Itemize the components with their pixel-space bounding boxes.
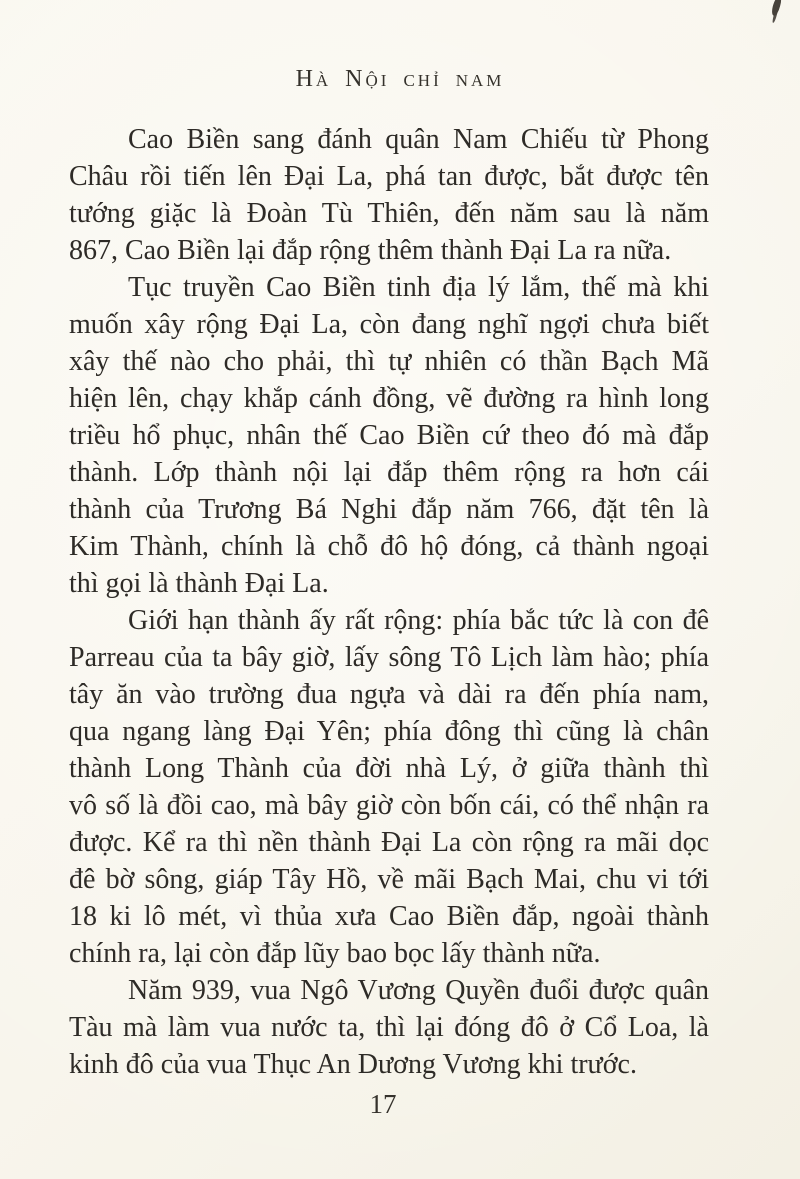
running-header: Hà Nội chỉ nam <box>295 66 505 92</box>
text-line: Cao Biền sang đánh quân Nam Chiếu từ Phong <box>128 124 709 155</box>
text-line: vô số là đồi cao, mà bây giờ còn bốn cái, có thể nhận ra <box>69 790 709 821</box>
text-line: tướng giặc là Đoàn Tù Thiên, đến năm sau là năm <box>69 198 709 229</box>
text-line: đê bờ sông, giáp Tây Hồ, về mãi Bạch Mai, chu vi tới <box>69 864 709 895</box>
text-line: Kim Thành, chính là chỗ đô hộ đóng, cả thành ngoại <box>69 531 709 562</box>
ink-speck <box>771 0 783 17</box>
text-line: Tục truyền Cao Biền tinh địa lý lắm, thế mà khi <box>128 272 709 303</box>
text-line: được. Kể ra thì nền thành Đại La còn rộng ra mãi dọc <box>69 827 709 858</box>
text-line: 867, Cao Biền lại đắp rộng thêm thành Đại La ra nữa. <box>69 235 672 266</box>
paragraph <box>69 972 709 1083</box>
paragraph <box>69 269 709 602</box>
text-block <box>69 121 709 1083</box>
text-line: tây ăn vào trường đua ngựa và dài ra đến phía nam, <box>69 679 709 710</box>
text-line: Parreau của ta bây giờ, lấy sông Tô Lịch làm hào; phía <box>69 642 709 673</box>
text-line: Tàu mà làm vua nước ta, thì lại đóng đô ở Cổ Loa, là <box>69 1012 709 1043</box>
paragraph <box>69 121 709 269</box>
text-line: qua ngang làng Đại Yên; phía đông thì cũng là chân <box>69 716 709 747</box>
text-line: xây thế nào cho phải, thì tự nhiên có thần Bạch Mã <box>69 346 709 377</box>
text-line: muốn xây rộng Đại La, còn đang nghĩ ngợi chưa biết <box>69 309 709 340</box>
text-line: thành Long Thành của đời nhà Lý, ở giữa thành thì <box>69 753 709 784</box>
paragraph <box>69 602 709 972</box>
text-line: thành. Lớp thành nội lại đắp thêm rộng ra hơn cái <box>69 457 709 488</box>
text-line: kinh đô của vua Thục An Dương Vương khi trước. <box>69 1049 637 1080</box>
text-line: 18 ki lô mét, vì thủa xưa Cao Biền đắp, ngoài thành <box>69 901 709 932</box>
text-line: Châu rồi tiến lên Đại La, phá tan được, bắt được tên <box>69 161 709 192</box>
text-line: triều hổ phục, nhân thế Cao Biền cứ theo đó mà đắp <box>69 420 709 451</box>
page-number: 17 <box>369 1089 397 1119</box>
text-line: Giới hạn thành ấy rất rộng: phía bắc tức là con đê <box>128 605 709 636</box>
text-line: hiện lên, chạy khắp cánh đồng, vẽ đường ra hình long <box>69 383 709 414</box>
text-line: Năm 939, vua Ngô Vương Quyền đuổi được quân <box>128 975 709 1006</box>
text-line: thành của Trương Bá Nghi đắp năm 766, đặt tên là <box>69 494 709 525</box>
text-line: chính ra, lại còn đắp lũy bao bọc lấy thành nữa. <box>69 938 601 969</box>
text-line: thì gọi là thành Đại La. <box>69 568 329 599</box>
